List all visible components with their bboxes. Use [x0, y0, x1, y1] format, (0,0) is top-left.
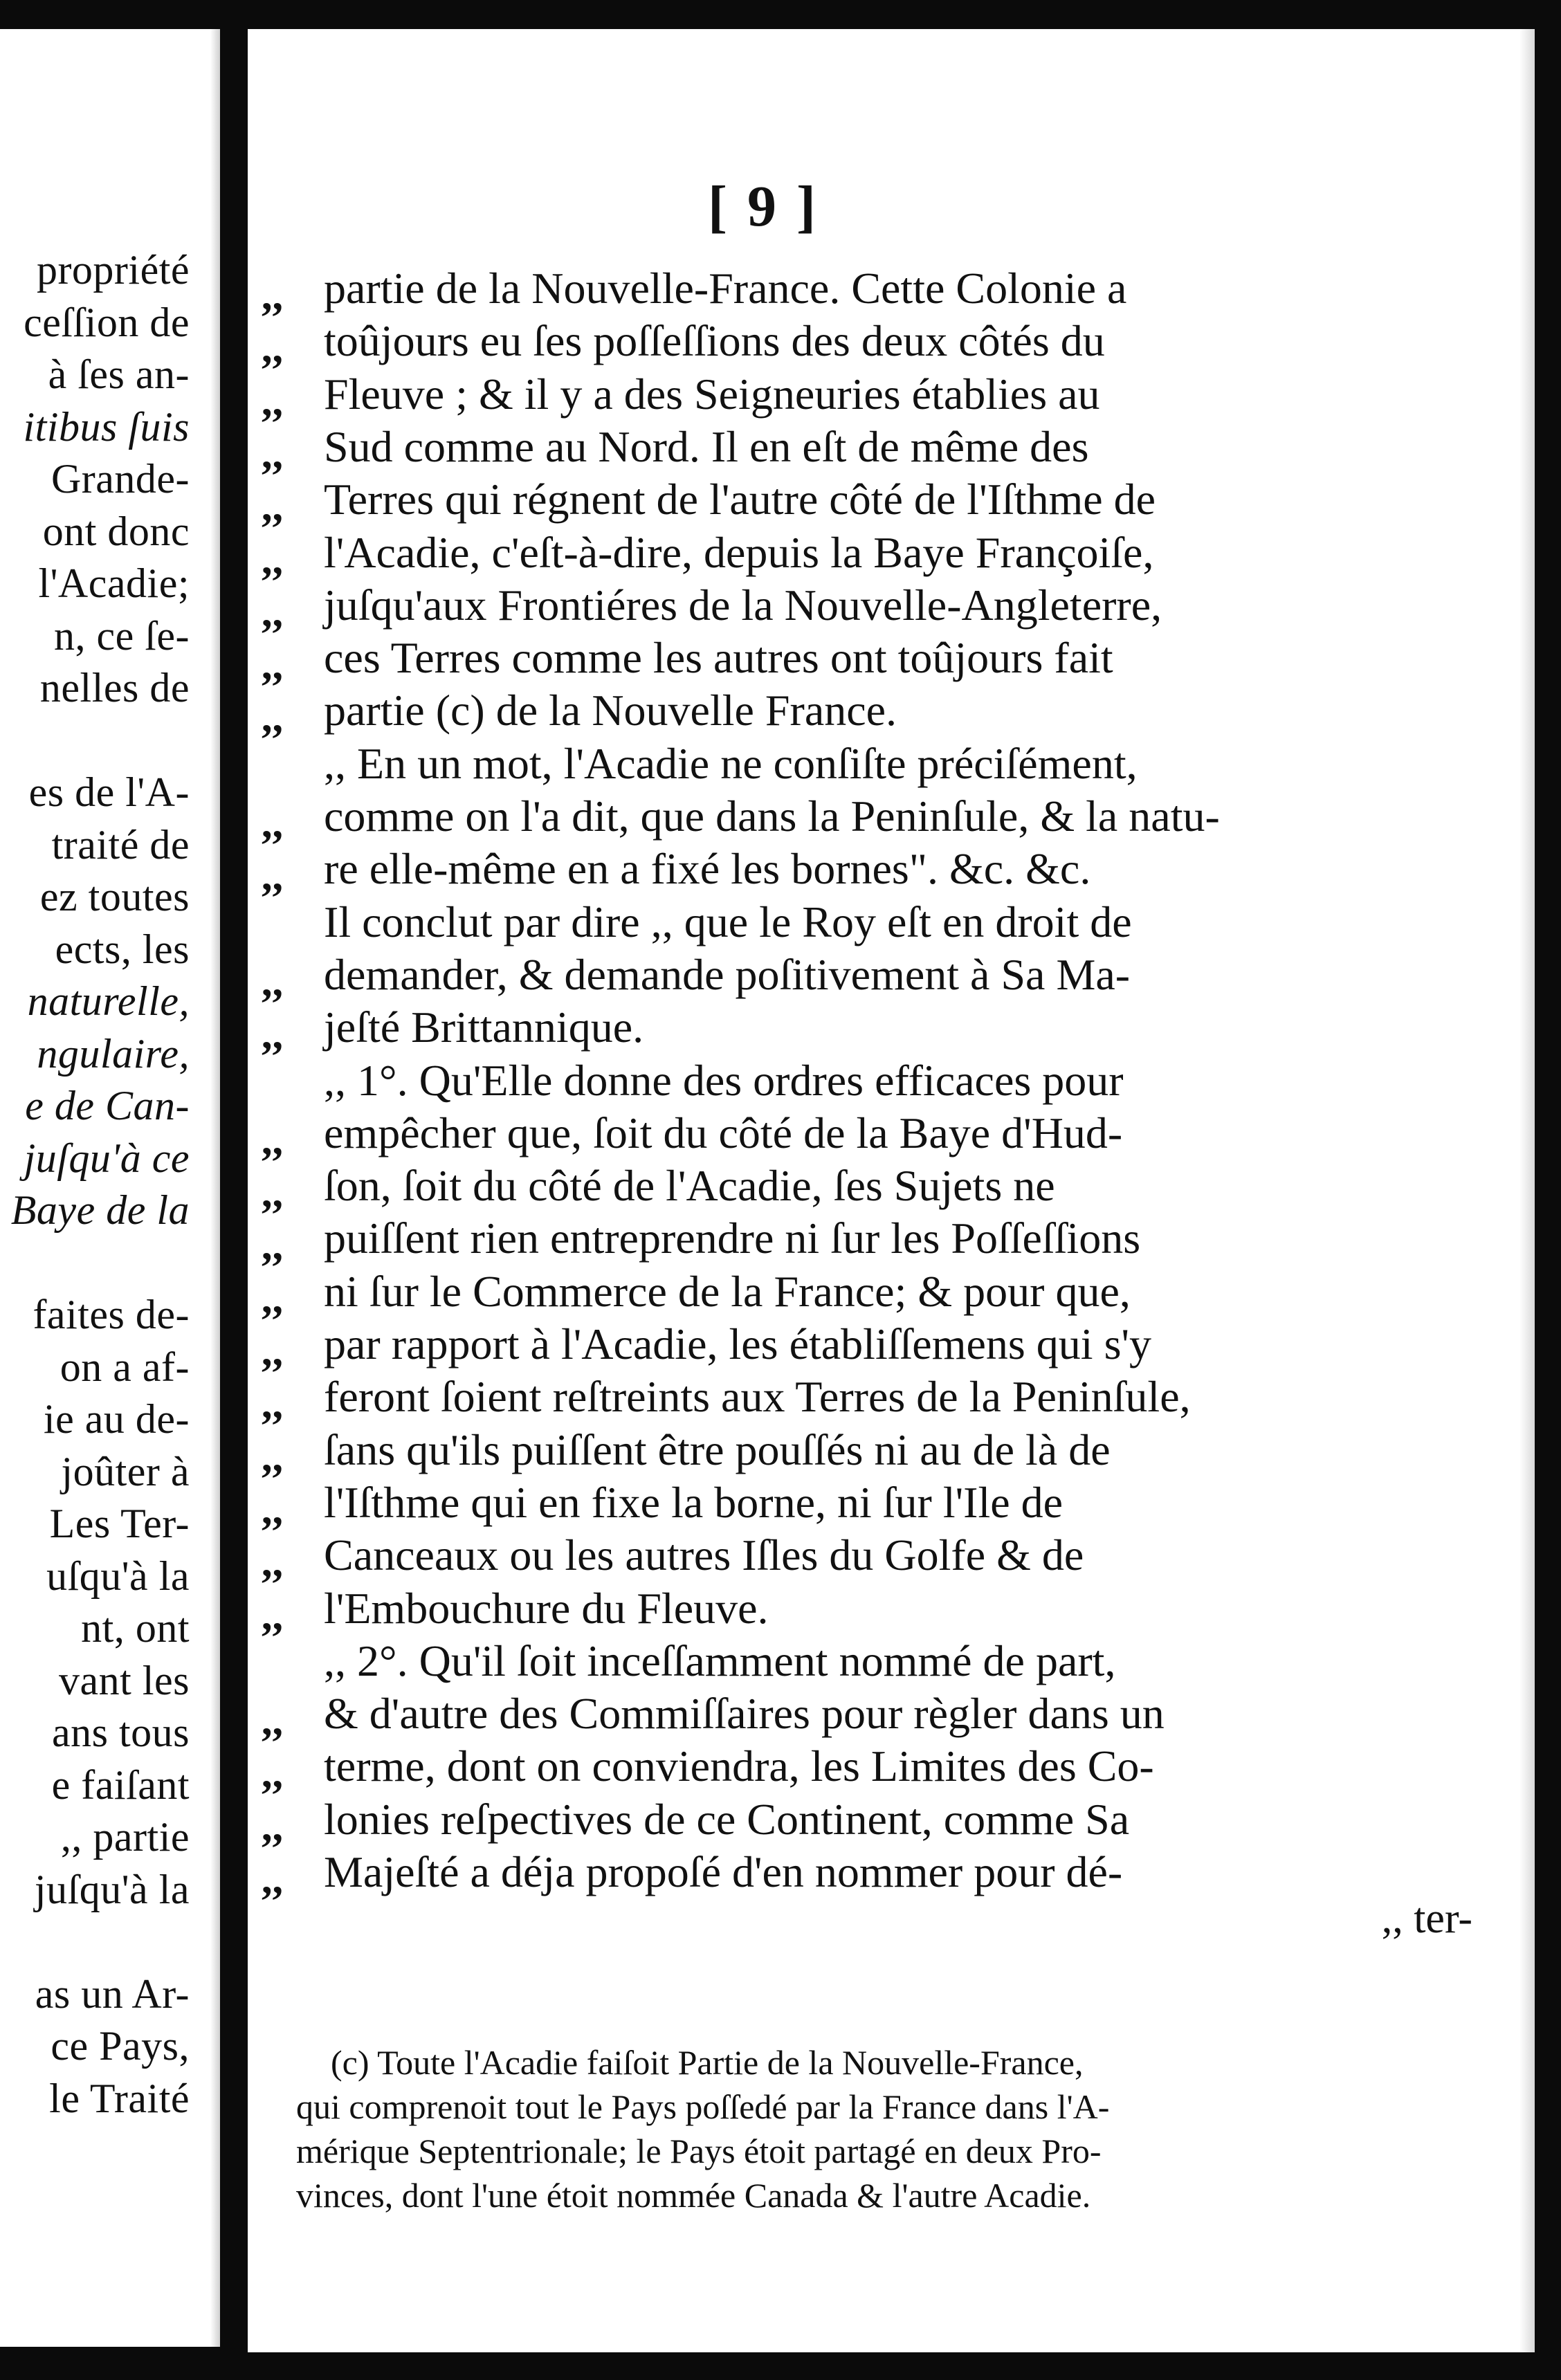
- facing-page-line: ie au de-: [43, 1396, 190, 1442]
- quote-marker: ,,: [262, 1011, 283, 1059]
- text-line: feront ſoient reſtreints aux Terres de la Peninſule,: [324, 1372, 1191, 1422]
- text-line: ,, En un mot, l'Acadie ne conſiſte préciſément,: [324, 738, 1138, 788]
- book-gutter: [220, 29, 248, 2347]
- quote-marker: ,,: [262, 1116, 283, 1164]
- quote-marker: ,,: [262, 852, 283, 900]
- text-line: jeſté Brittannique.: [324, 1003, 644, 1052]
- quote-marker: ,,: [262, 1433, 283, 1481]
- quote-marker: ,,: [262, 958, 283, 1005]
- footnote-line: qui comprenoit tout le Pays poſſedé par la France dans l'A-: [296, 2087, 1110, 2126]
- text-line: Fleuve ; & il y a des Seigneuries établies au: [324, 369, 1100, 419]
- facing-page-line: uſqu'à la: [46, 1553, 190, 1599]
- facing-page-line: juſqu'à la: [34, 1866, 190, 1912]
- text-line: empêcher que, ſoit du côté de la Baye d'Hud-: [324, 1108, 1123, 1157]
- text-line: lonies reſpectives de ce Continent, comme Sa: [324, 1794, 1130, 1844]
- footnote-line: vinces, dont l'une étoit nommée Canada & l'autre Acadie.: [296, 2176, 1091, 2215]
- text-line: Canceaux ou les autres Iſles du Golfe & de: [324, 1530, 1084, 1580]
- page-edge-shadow: [1519, 29, 1535, 2354]
- text-line: & d'autre des Commiſſaires pour règler dans un: [324, 1689, 1165, 1739]
- quote-marker: ,,: [262, 536, 283, 583]
- quote-marker: ,,: [262, 1802, 283, 1850]
- text-line: l'Iſthme qui en fixe la borne, ni ſur l'Ile de: [324, 1477, 1064, 1527]
- quote-marker: ,,: [262, 1380, 283, 1428]
- facing-page-line: Grande-: [51, 456, 190, 502]
- text-line: l'Acadie, c'eſt-à-dire, depuis la Baye Françoiſe,: [324, 527, 1154, 577]
- text-line: l'Embouchure du Fleuve.: [324, 1583, 769, 1633]
- scan-border-top: [0, 0, 1561, 29]
- facing-page-line: as un Ar-: [35, 1970, 190, 2017]
- page-fold-shadow: [210, 29, 220, 2347]
- facing-page-line: faites de-: [33, 1292, 190, 1337]
- facing-page-line: nt, ont: [81, 1605, 190, 1651]
- facing-page-line: ,, partie: [60, 1814, 190, 1860]
- quote-marker: ,,: [262, 430, 283, 477]
- text-line: terme, dont on conviendra, les Limites des Co-: [324, 1741, 1154, 1791]
- text-line: ces Terres comme les autres ont toûjours fait: [324, 633, 1113, 683]
- text-line: ni ſur le Commerce de la France; & pour que,: [324, 1266, 1131, 1316]
- text-line: Terres qui régnent de l'autre côté de l'Iſthme de: [324, 475, 1156, 524]
- text-line: ſon, ſoit du côté de l'Acadie, ſes Sujets ne: [324, 1161, 1055, 1211]
- quote-marker: ,,: [262, 1328, 283, 1375]
- facing-page-line: on a af-: [60, 1344, 190, 1390]
- text-line: ,, 1°. Qu'Elle donne des ordres efficaces pour: [324, 1055, 1124, 1105]
- page-number: [ 9 ]: [708, 174, 819, 239]
- quote-marker: ,,: [262, 324, 283, 372]
- facing-page-line: ce Pays,: [51, 2023, 190, 2069]
- facing-page-line: naturelle,: [27, 978, 190, 1024]
- quote-marker: ,,: [262, 1856, 283, 1903]
- quote-marker: ,,: [262, 800, 283, 847]
- facing-page-line: ans tous: [52, 1710, 190, 1755]
- text-line: partie (c) de la Nouvelle France.: [324, 686, 897, 735]
- facing-page-line: itibus ſuis: [23, 403, 190, 450]
- facing-page-fragment: [0, 29, 220, 2347]
- facing-page-line: n, ce ſe-: [53, 612, 190, 659]
- text-line: toûjours eu ſes poſſeſſions des deux côtés du: [324, 316, 1105, 366]
- facing-page-line: ont donc: [42, 508, 190, 554]
- facing-page-line: juſqu'à ce: [24, 1135, 190, 1181]
- quote-marker: ,,: [262, 1222, 283, 1270]
- text-line: Majeſté a déja propoſé d'en nommer pour dé-: [324, 1847, 1123, 1896]
- text-line: Il conclut par dire ,, que le Roy eſt en droit de: [324, 897, 1132, 946]
- footnote-line: (c) Toute l'Acadie faiſoit Partie de la Nouvelle-France,: [331, 2043, 1084, 2082]
- text-line: ſans qu'ils puiſſent être pouſſés ni au de là de: [324, 1425, 1111, 1474]
- text-line: puiſſent rien entreprendre ni ſur les Poſſeſſions: [324, 1214, 1141, 1263]
- catchword: ,, ter-: [1381, 1895, 1472, 1943]
- text-line: juſqu'aux Frontiéres de la Nouvelle-Angleterre,: [324, 580, 1162, 630]
- page: [248, 29, 1535, 2354]
- facing-page-line: Les Ter-: [49, 1501, 190, 1546]
- text-line: ,, 2°. Qu'il ſoit inceſſamment nommé de part,: [324, 1636, 1116, 1685]
- footnote-line: mérique Septentrionale; le Pays étoit partagé en deux Pro-: [296, 2132, 1102, 2170]
- quote-marker: ,,: [262, 1169, 283, 1217]
- text-line: re elle-même en a fixé les bornes". &c. &c.: [324, 844, 1091, 894]
- quote-marker: ,,: [262, 641, 283, 689]
- facing-page-line: à ſes an-: [48, 351, 190, 397]
- text-line: partie de la Nouvelle-France. Cette Colonie a: [324, 264, 1127, 313]
- quote-marker: ,,: [262, 1750, 283, 1797]
- scan-border-bottom: [0, 2352, 1561, 2380]
- facing-page-line: le Traité: [49, 2075, 190, 2121]
- facing-page-line: vant les: [59, 1657, 190, 1703]
- facing-page-line: e de Can-: [25, 1083, 190, 1128]
- quote-marker: ,,: [262, 588, 283, 636]
- text-line: par rapport à l'Acadie, les établiſſemens qui s'y: [324, 1319, 1151, 1368]
- quote-marker: ,,: [262, 272, 283, 319]
- facing-page-line: Baye de la: [10, 1187, 190, 1233]
- facing-page-line: ceſſion de: [24, 299, 190, 345]
- facing-page-line: l'Acadie;: [38, 560, 190, 606]
- text-line: Sud comme au Nord. Il en eſt de même des: [324, 421, 1089, 471]
- text-line: comme on l'a dit, que dans la Peninſule, & la natu-: [324, 791, 1220, 841]
- quote-marker: ,,: [262, 1274, 283, 1322]
- facing-page-line: propriété: [36, 247, 190, 293]
- facing-page-line: ects, les: [55, 926, 190, 972]
- quote-marker: ,,: [262, 1539, 283, 1586]
- facing-page-line: nelles de: [39, 665, 190, 711]
- facing-page-line: es de l'A-: [28, 769, 190, 815]
- quote-marker: ,,: [262, 1591, 283, 1639]
- quote-marker: ,,: [262, 1485, 283, 1533]
- facing-page-line: traité de: [51, 821, 190, 868]
- quote-marker: ,,: [262, 694, 283, 742]
- facing-page-line: e faiſant: [51, 1761, 190, 1808]
- facing-page-line: ngulaire,: [37, 1030, 190, 1077]
- facing-page-line: joûter à: [61, 1448, 190, 1494]
- quote-marker: ,,: [262, 377, 283, 425]
- text-line: demander, & demande poſitivement à Sa Ma-: [324, 949, 1131, 999]
- quote-marker: ,,: [262, 1697, 283, 1745]
- facing-page-line: ez toutes: [39, 874, 190, 919]
- quote-marker: ,,: [262, 483, 283, 531]
